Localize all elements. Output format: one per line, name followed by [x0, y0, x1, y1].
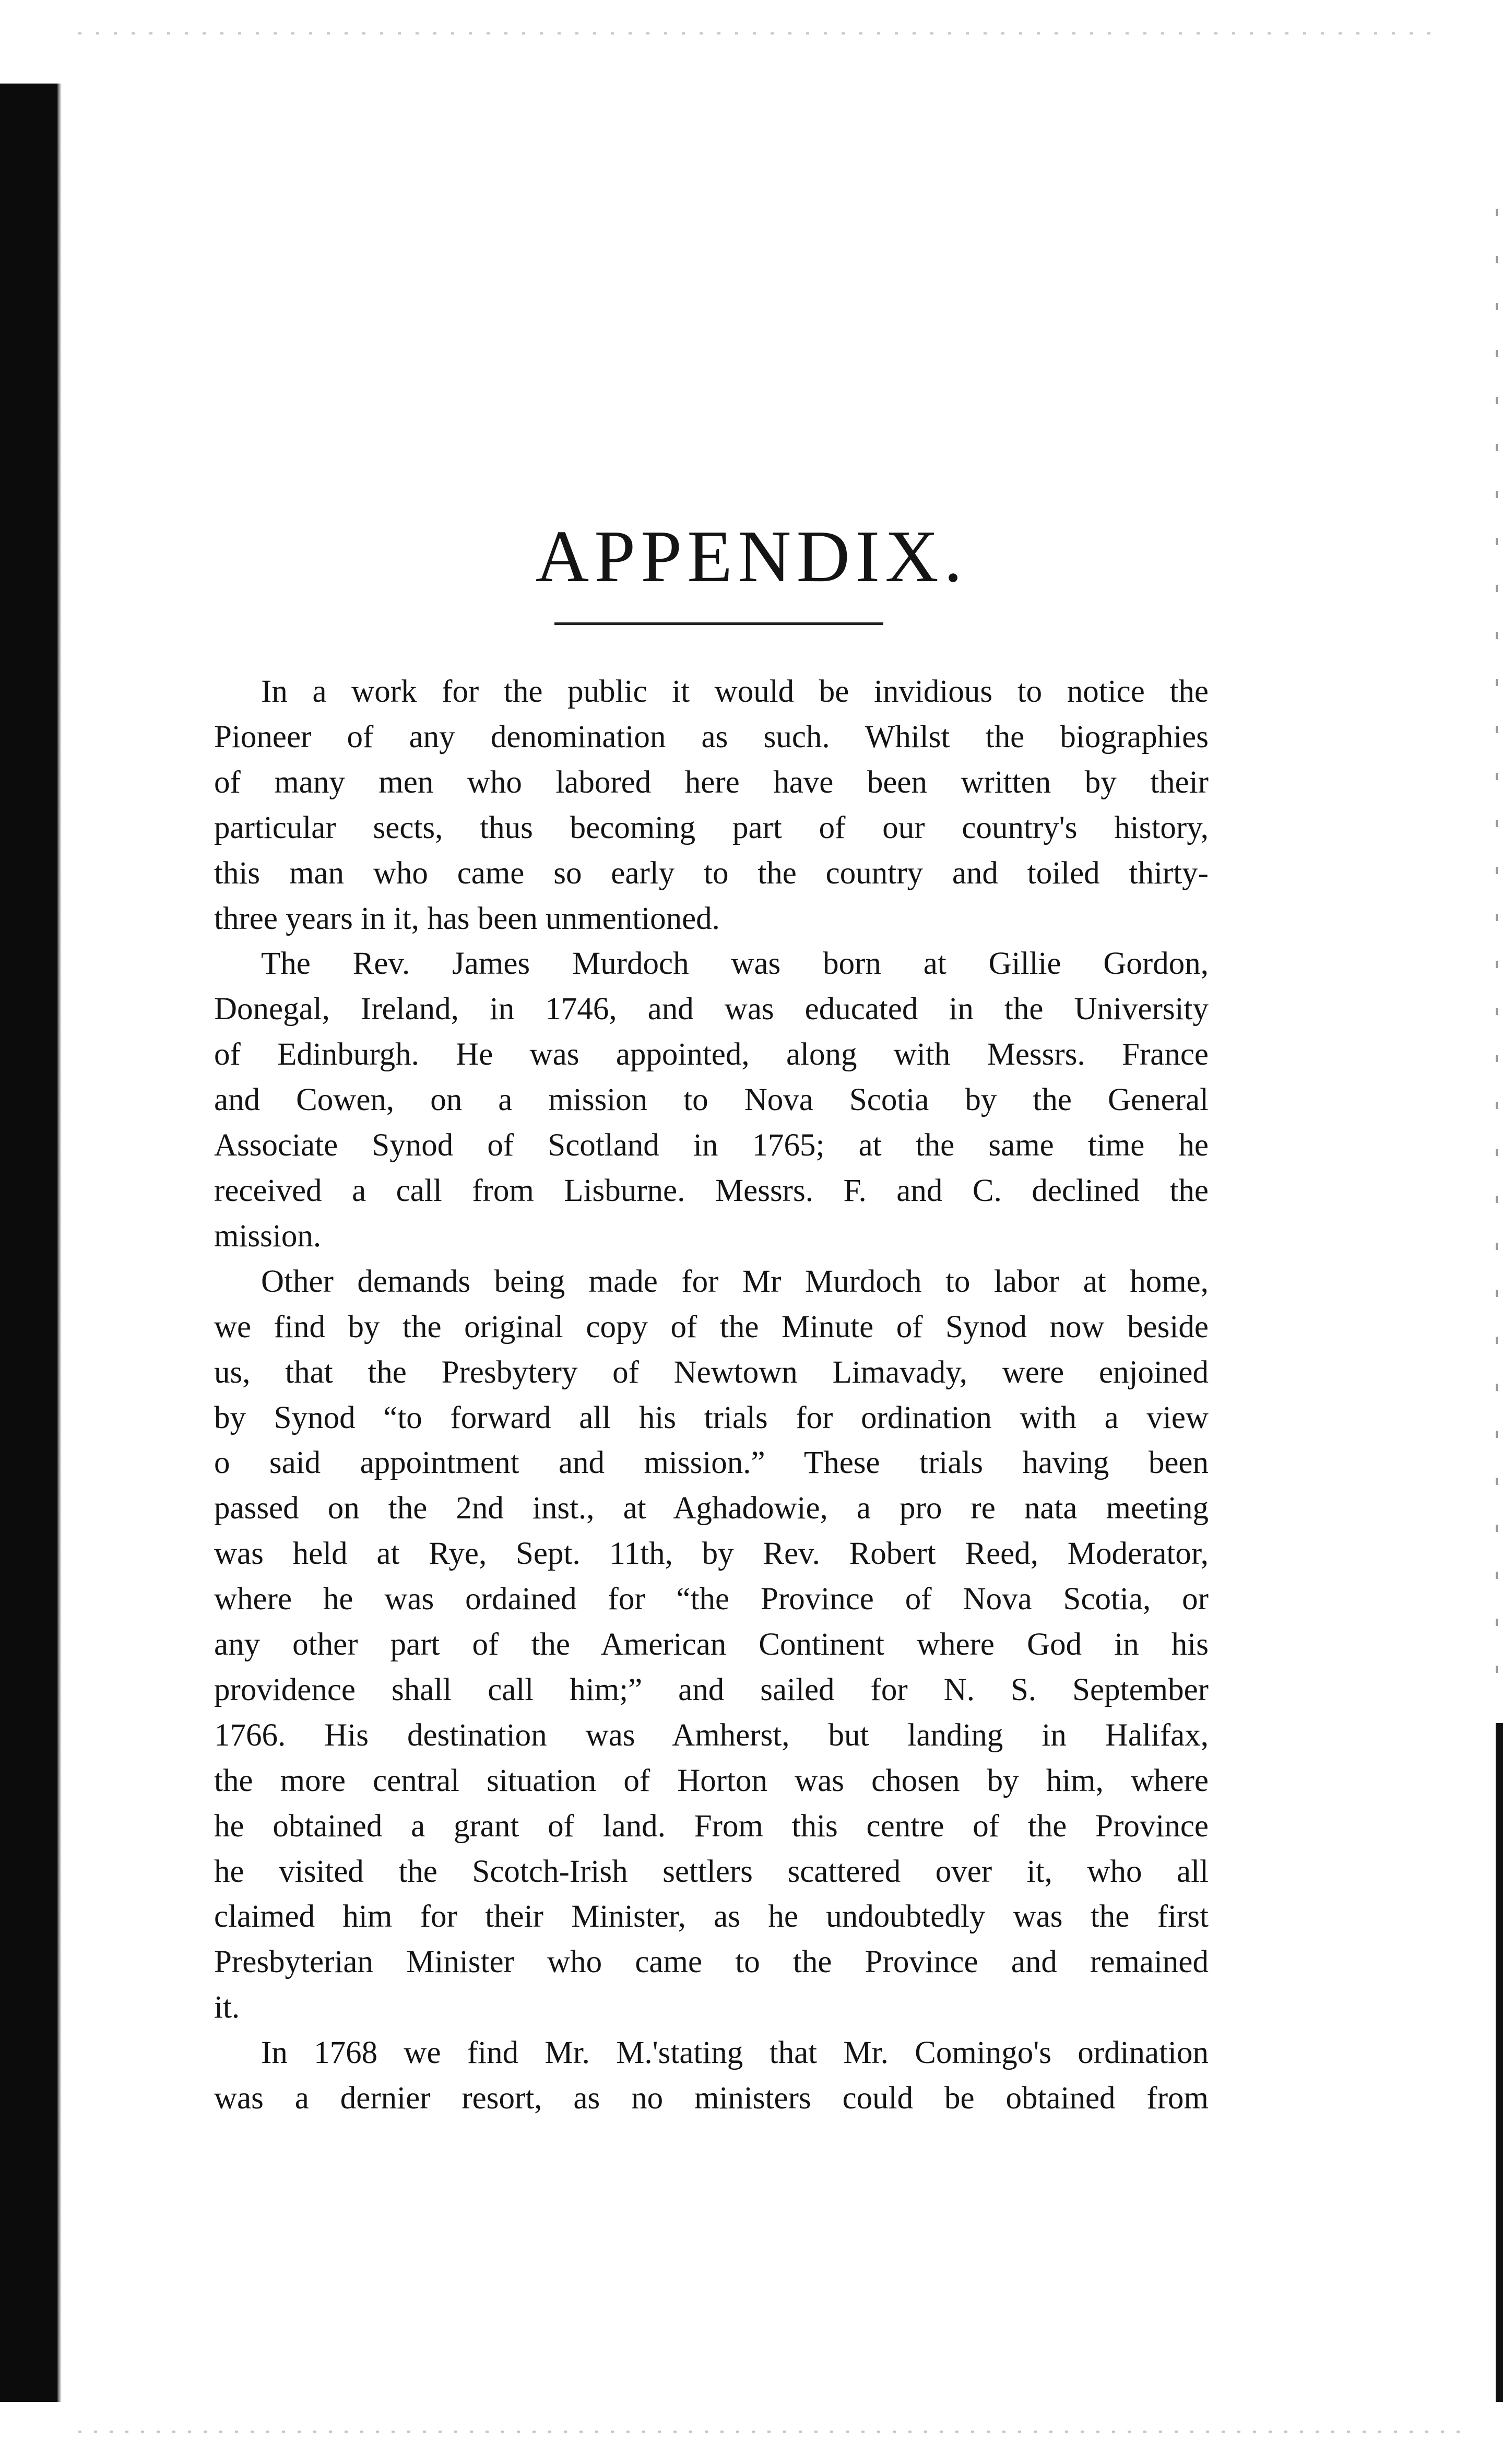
- text-line: The Rev. James Murdoch was born at Gillie Gordon,: [261, 946, 1209, 982]
- text-line: mission.: [214, 1218, 322, 1254]
- right-edge-marks: [1496, 209, 1498, 1697]
- text-line: he visited the Scotch-Irish settlers scattered over it, who all: [214, 1854, 1209, 1889]
- text-line: Pioneer of any denomination as such. Whilst the biographies: [214, 719, 1209, 754]
- text-line: of Edinburgh. He was appointed, along with Messrs. France: [214, 1037, 1209, 1072]
- binding-shadow: [0, 84, 57, 2402]
- title-rule: [554, 622, 883, 625]
- paragraph: [214, 669, 1209, 941]
- text-line: it.: [214, 1990, 240, 2025]
- text-line: of many men who labored here have been written by their: [214, 764, 1209, 800]
- text-line: the more central situation of Horton was chosen by him, where: [214, 1763, 1209, 1798]
- text-line: providence shall call him;” and sailed for N. S. September: [214, 1672, 1209, 1707]
- text-line: Presbyterian Minister who came to the Province and remained: [214, 1944, 1209, 1980]
- text-line: In a work for the public it would be invidious to notice the: [261, 674, 1209, 709]
- page-title: APPENDIX.: [535, 515, 968, 597]
- text-line: any other part of the American Continent where God in his: [214, 1627, 1209, 1663]
- text-line: passed on the 2nd inst., at Aghadowie, a pro re nata meeting: [214, 1491, 1209, 1526]
- text-line: this man who came so early to the country and toiled thirty-: [214, 855, 1209, 891]
- text-line: Donegal, Ireland, in 1746, and was educated in the University: [214, 992, 1209, 1027]
- bottom-edge-marks: [78, 2431, 1467, 2433]
- text-line: Other demands being made for Mr Murdoch to labor at home,: [261, 1264, 1209, 1299]
- text-line: we find by the original copy of the Minute of Synod now beside: [214, 1309, 1209, 1345]
- body-text: [214, 669, 1209, 2121]
- text-line: claimed him for their Minister, as he undoubtedly was the first: [214, 1899, 1209, 1935]
- text-line: was a dernier resort, as no ministers could be obtained from: [214, 2081, 1209, 2116]
- paragraph: [214, 2031, 1209, 2121]
- text-line: he obtained a grant of land. From this centre of the Province: [214, 1808, 1209, 1844]
- text-line: us, that the Presbytery of Newtown Limavady, were enjoined: [214, 1354, 1209, 1390]
- text-line: Associate Synod of Scotland in 1765; at the same time he: [214, 1128, 1209, 1163]
- text-line: was held at Rye, Sept. 11th, by Rev. Robert Reed, Moderator,: [214, 1536, 1209, 1572]
- top-edge-marks: [78, 32, 1436, 34]
- text-line: particular sects, thus becoming part of our country's history,: [214, 810, 1209, 845]
- text-line: by Synod “to forward all his trials for ordination with a view: [214, 1400, 1209, 1435]
- text-line: and Cowen, on a mission to Nova Scotia by the General: [214, 1082, 1209, 1118]
- text-line: In 1768 we find Mr. M.'stating that Mr. Comingo's ordination: [261, 2035, 1209, 2071]
- text-line: received a call from Lisburne. Messrs. F. and C. declined the: [214, 1173, 1209, 1208]
- text-line: where he was ordained for “the Province of Nova Scotia, or: [214, 1582, 1209, 1617]
- paragraph: [214, 1259, 1209, 2031]
- text-line: three years in it, has been unmentioned.: [214, 901, 720, 936]
- paragraph: [214, 941, 1209, 1259]
- right-edge-shadow: [1496, 1723, 1503, 2402]
- text-line: o said appointment and mission.” These trials having been: [214, 1445, 1209, 1481]
- text-line: 1766. His destination was Amherst, but landing in Halifax,: [214, 1717, 1209, 1753]
